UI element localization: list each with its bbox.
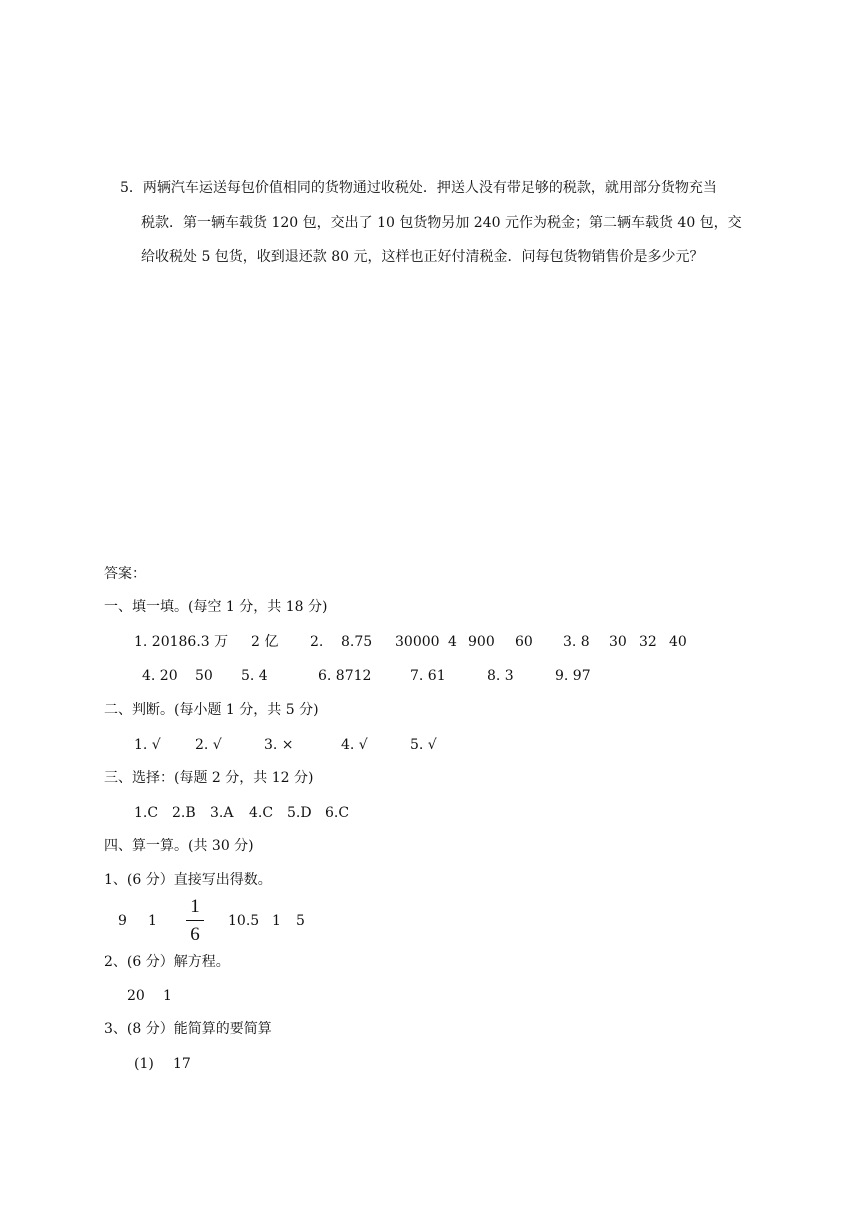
answer-value: 3. × bbox=[264, 737, 294, 753]
section-2-title: 二、判断。(每小题 1 分，共 5 分) bbox=[104, 702, 319, 718]
answer-value: 8. 3 bbox=[487, 668, 514, 684]
fraction-one-sixth bbox=[186, 896, 204, 946]
answer-value: 8.75 bbox=[341, 634, 373, 650]
answer-value: 5 bbox=[296, 913, 305, 929]
answer-value: 1.C bbox=[134, 805, 159, 821]
answer-value: 3.A bbox=[210, 805, 234, 821]
answer-value: 5. 4 bbox=[241, 668, 268, 684]
section-1-title: 一、填一填。(每空 1 分，共 18 分) bbox=[104, 599, 328, 615]
answer-value: 1 bbox=[163, 988, 172, 1004]
section-4-title: 四、算一算。(共 30 分) bbox=[104, 838, 254, 854]
answer-value: 2 亿 bbox=[251, 634, 279, 650]
answer-value: 10.5 bbox=[228, 913, 260, 929]
section-4-part-1-title: 1、(6 分）直接写出得数。 bbox=[104, 872, 272, 888]
answer-value: 1 bbox=[148, 913, 157, 929]
answer-value: 6. 8712 bbox=[318, 668, 372, 684]
answer-value: 30000 bbox=[395, 634, 440, 650]
answer-value: 2. √ bbox=[195, 737, 222, 753]
answer-value: 50 bbox=[195, 668, 213, 684]
question-5-line-3: 给收税处 5 包货，收到退还款 80 元，这样也正好付清税金．问每包货物销售价是多少元？ bbox=[141, 249, 704, 265]
answer-value: 9 bbox=[118, 913, 127, 929]
answer-value: 900 bbox=[468, 634, 495, 650]
answer-value: 4 bbox=[448, 634, 457, 650]
section-3-title: 三、选择：(每题 2 分，共 12 分) bbox=[104, 770, 314, 786]
answer-value: 4. 20 bbox=[142, 668, 178, 684]
answer-value: 30 bbox=[609, 634, 627, 650]
answer-value: 60 bbox=[515, 634, 533, 650]
answer-value: 5. √ bbox=[410, 737, 437, 753]
fraction-numerator: 1 bbox=[190, 896, 200, 917]
answer-value: 1 bbox=[272, 913, 281, 929]
answer-value: 2.B bbox=[172, 805, 196, 821]
answer-label: (1) bbox=[134, 1056, 154, 1072]
fraction-denominator: 6 bbox=[190, 924, 200, 945]
answer-value: 1. √ bbox=[134, 737, 161, 753]
answer-value: 17 bbox=[173, 1056, 191, 1072]
section-4-part-3-title: 3、(8 分）能简算的要简算 bbox=[104, 1021, 272, 1037]
answers-heading: 答案： bbox=[104, 566, 146, 582]
fraction-bar bbox=[186, 920, 204, 921]
answer-value: 32 bbox=[639, 634, 657, 650]
answer-value: 40 bbox=[669, 634, 687, 650]
question-5-line-1: 5．两辆汽车运送每包价值相同的货物通过收税处．押送人没有带足够的税款，就用部分货物充当 bbox=[120, 180, 717, 196]
answer-value: 9. 97 bbox=[555, 668, 591, 684]
question-5-line-2: 税款．第一辆车载货 120 包，交出了 10 包货物另加 240 元作为税金；第二辆车载货 40 包，交 bbox=[141, 215, 742, 231]
answer-value: 3. 8 bbox=[563, 634, 590, 650]
answer-value: 20 bbox=[127, 988, 145, 1004]
answer-value: 5.D bbox=[287, 805, 312, 821]
answer-value: 4.C bbox=[249, 805, 274, 821]
section-4-part-2-title: 2、(6 分）解方程。 bbox=[104, 954, 230, 970]
answer-value: 4. √ bbox=[341, 737, 368, 753]
answer-value: 2. bbox=[310, 634, 324, 650]
answer-value: 1. 20186.3 万 bbox=[134, 634, 229, 650]
answer-value: 7. 61 bbox=[410, 668, 446, 684]
answer-value: 6.C bbox=[325, 805, 350, 821]
